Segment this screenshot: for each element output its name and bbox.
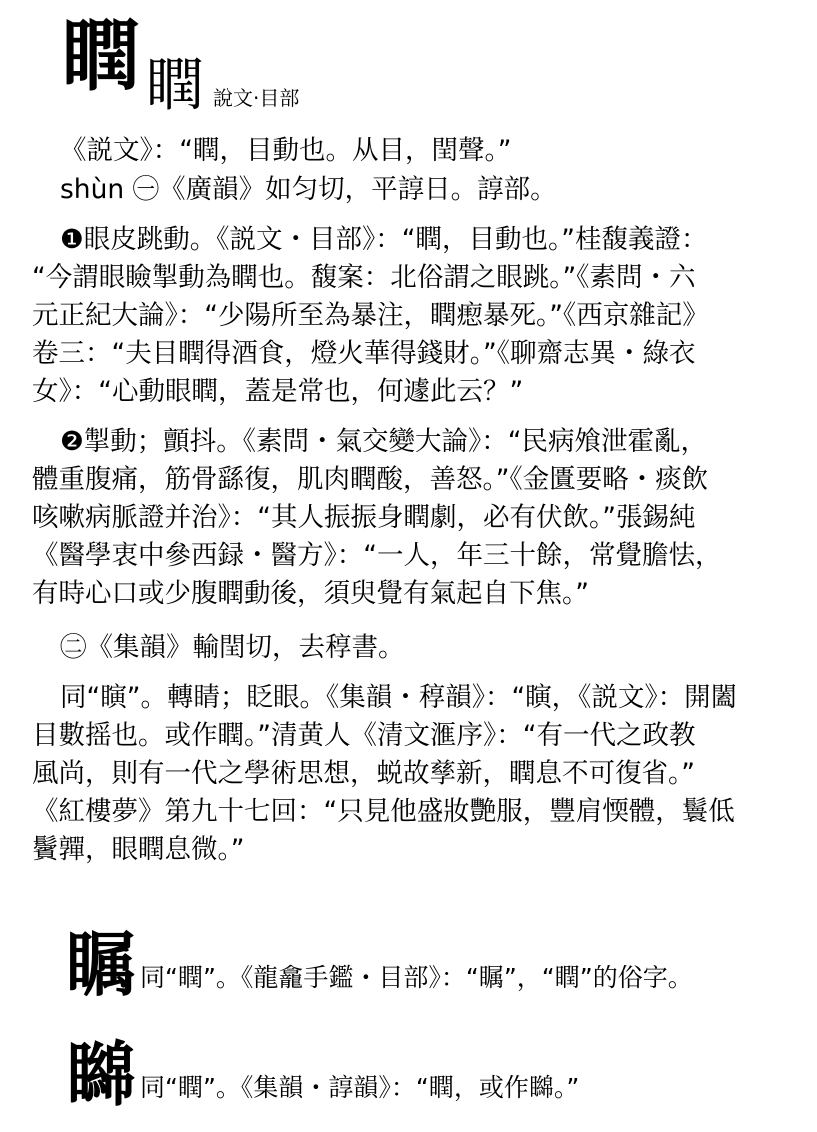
entry-line: 《醫學衷中參西録・醫方》：“一人，年三十餘，常覺膽怯， [32,540,722,571]
entry-line: 女》：“心動眼瞤，蓋是常也，何遽此云？” [32,376,524,407]
variant-entry [66,1034,580,1116]
variant-headword: 矊 [66,1034,136,1116]
headword: 瞤 [62,12,139,102]
entry-line: ❷掣動；顫抖。《素問・氣交變大論》：“民病飧泄霍亂， [60,426,707,457]
variant-entry [66,924,693,1006]
entry-line: 元正紀大論》：“少陽所至為暴注，瞤瘛暴死。”《西京雜記》 [32,300,709,331]
seal-script-glyph: 瞤 [146,51,205,119]
variant-headword: 瞩 [66,924,136,1006]
variant-definition: 同“瞤”。《集韻・諄韻》：“瞤，或作矊。” [140,1073,580,1102]
entry-line: ㊁《集韻》輸閏切，去稕書。 [60,632,405,663]
entry-line: 《説文》：“瞤，目動也。从目，閏聲。” [60,135,512,166]
entry-line: 有時心口或少腹瞤動後，須臾覺有氣起自下焦。” [32,578,589,609]
entry-line: 卷三：“夫目瞤得酒食，燈火華得錢財。”《聊齋志異・綠衣 [32,338,696,369]
entry-line: 風尚，則有一代之學術思想，蜕故孳新，瞤息不可復省。” [32,758,695,789]
entry-line: 鬢嚲，眼瞤息微。” [32,834,245,865]
entry-line: 同“瞚”。轉睛；眨眼。《集韻・稕韻》：“瞚，《説文》：開闔 [60,682,738,713]
entry-line: 咳嗽病脈證并治》：“其人振振身瞤劇，必有伏飲。”張錫純 [32,502,696,533]
variant-definition: 同“瞤”。《龍龕手鑑・目部》：“瞩”，“瞤”的俗字。 [140,963,693,992]
entry-line: shùn ㊀《廣韻》如匀切，平諄日。諄部。 [60,174,557,205]
entry-line: “今謂眼瞼掣動為瞤也。馥案：北俗謂之眼跳。”《素問・六 [32,262,696,293]
entry-line: 目數摇也。或作瞤。”清黄人《清文滙序》：“有一代之政教 [32,720,696,751]
entry-line: 體重腹痛，筋骨繇復，肌肉瞤酸，善怒。”《金匱要略・痰飲 [32,464,709,495]
entry-line: ❶眼皮跳動。《説文・目部》：“瞤，目動也。”桂馥義證： [60,224,708,255]
source-label: 說文·目部 [213,86,300,110]
entry-line: 《紅樓夢》第九十七回：“只見他盛妝艷服，豐肩愞體，鬟低 [32,796,735,827]
